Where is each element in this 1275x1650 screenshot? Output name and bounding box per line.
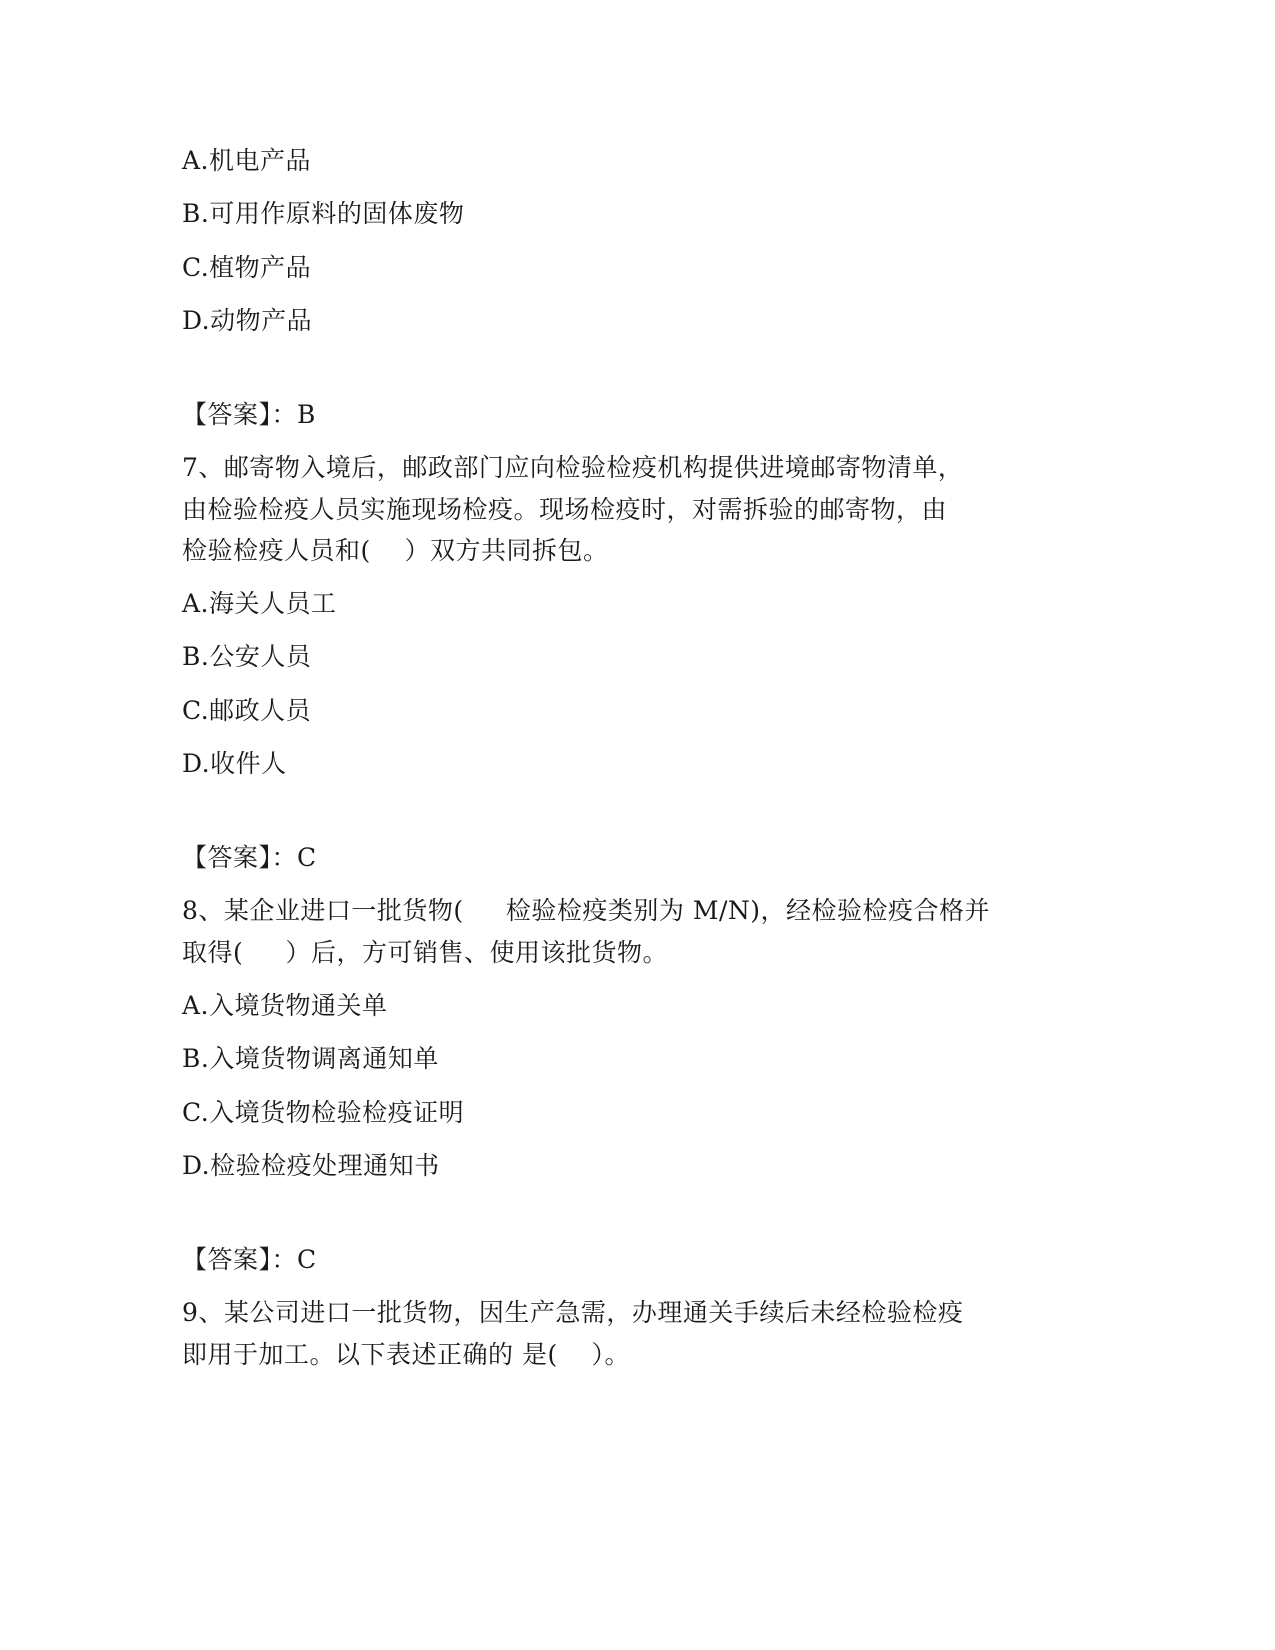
q7-option-a: A.海关人员工: [182, 589, 337, 618]
q6-answer: 【答案】：B: [182, 400, 316, 429]
q7-stem-line-3: 检验检疫人员和( ）双方共同拆包。: [182, 536, 609, 565]
q8-option-b: B.入境货物调离通知单: [182, 1044, 439, 1073]
q7-option-c: C.邮政人员: [182, 696, 312, 725]
q8-option-c: C.入境货物检验检疫证明: [182, 1098, 465, 1127]
q6-option-a: A.机电产品: [182, 146, 312, 175]
q9-stem-line-2: 即用于加工。以下表述正确的 是( ）。: [182, 1340, 630, 1369]
q7-stem-line-2: 由检验检疫人员实施现场检疫。现场检疫时，对需拆验的邮寄物，由: [182, 495, 948, 524]
q7-option-b: B.公安人员: [182, 642, 312, 671]
q6-option-d: D.动物产品: [182, 306, 313, 335]
q7-stem-line-1: 7、邮寄物入境后，邮政部门应向检验检疫机构提供进境邮寄物清单，: [182, 453, 964, 482]
q8-option-a: A.入境货物通关单: [182, 991, 388, 1020]
q7-answer: 【答案】：C: [182, 843, 317, 872]
q8-stem-line-2: 取得( ）后，方可销售、使用该批货物。: [182, 938, 668, 967]
q7-option-d: D.收件人: [182, 749, 287, 778]
q6-option-b: B.可用作原料的固体废物: [182, 199, 465, 228]
q6-option-c: C.植物产品: [182, 253, 312, 282]
q8-answer: 【答案】：C: [182, 1245, 317, 1274]
q8-stem-line-1: 8、某企业进口一批货物( 检验检疫类别为 M/N)，经检验检疫合格并: [182, 896, 990, 925]
q8-option-d: D.检验检疫处理通知书: [182, 1151, 440, 1180]
q9-stem-line-1: 9、某公司进口一批货物，因生产急需，办理通关手续后未经检验检疫: [182, 1298, 964, 1327]
